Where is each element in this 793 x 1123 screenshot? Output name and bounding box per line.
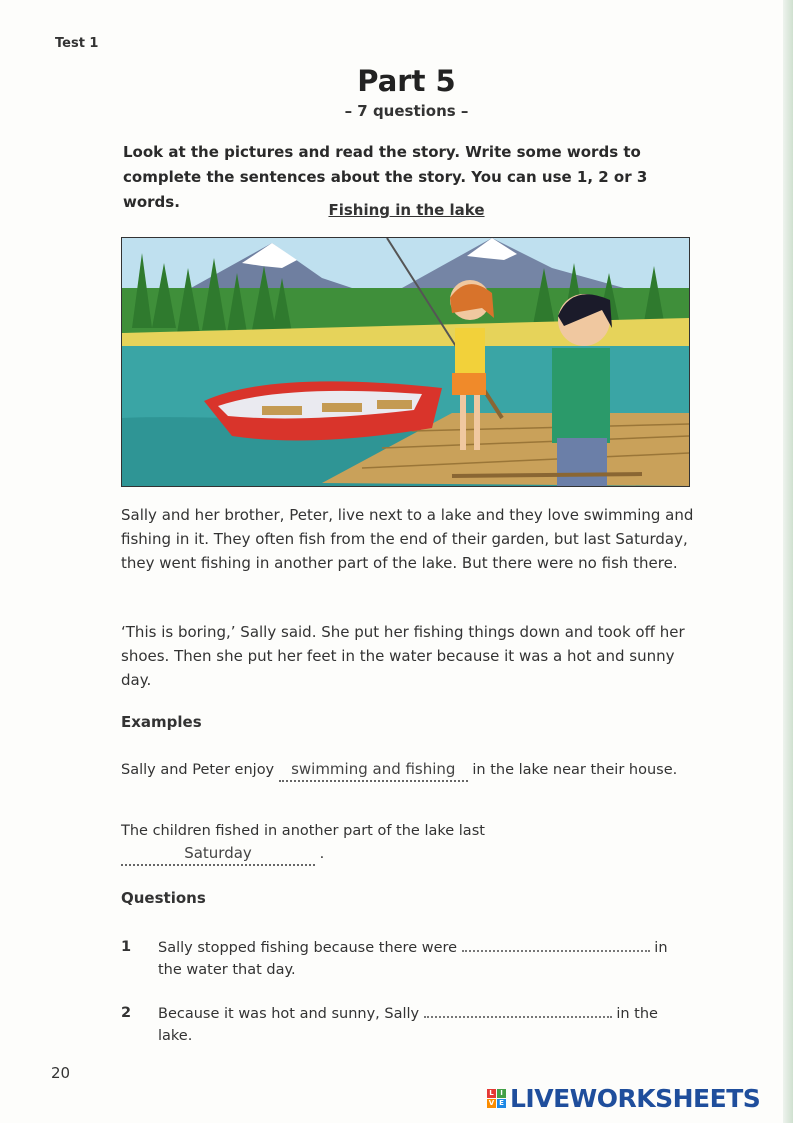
question-text-before: Sally stopped fishing because there were — [158, 940, 462, 956]
example-text-after: . — [315, 846, 325, 862]
examples-heading: Examples — [121, 713, 202, 731]
story-paragraph-1: Sally and her brother, Peter, live next to a lake and they love swimming and fishing in it. They often fish from the end of their garden, but last Saturday, they went fishing in another part of the lake. But there were no fish there. — [121, 506, 694, 572]
liveworksheets-logo-icon: L I V E — [487, 1089, 506, 1108]
part-title: Part 5 — [357, 64, 456, 98]
logo-text: LIVEWORKSHEETS — [510, 1083, 761, 1113]
questions-heading: Questions — [121, 889, 206, 907]
example-sentence — [121, 758, 681, 782]
example-answer: Saturday — [121, 842, 315, 866]
answer-blank-2[interactable] — [424, 1002, 612, 1018]
question-text-after: in the water that day. — [158, 940, 668, 978]
question-text — [158, 936, 683, 981]
instructions: Look at the pictures and read the story. Write some words to complete the sentences about the story. You can use 1, 2 or 3 words. — [123, 143, 648, 211]
story-paragraph-2: ‘This is boring,’ Sally said. She put her fishing things down and took off her shoes. Then she put her feet in the water because it was a hot and sunny day. — [121, 623, 685, 689]
example-text-before: Sally and Peter enjoy — [121, 762, 279, 778]
liveworksheets-logo — [487, 1081, 760, 1115]
story-illustration — [121, 237, 690, 487]
question-text-before: Because it was hot and sunny, Sally — [158, 1006, 424, 1022]
page-edge — [783, 0, 793, 1123]
answer-blank-1[interactable] — [462, 936, 650, 952]
test-label: Test 1 — [55, 36, 99, 51]
example-answer: swimming and fishing — [279, 758, 468, 782]
lake-scene-image — [122, 238, 689, 486]
example-text-before: The children fished in another part of the lake last — [121, 823, 485, 839]
question-text — [158, 1002, 683, 1047]
example-text-after: in the lake near their house. — [467, 762, 678, 778]
part-subtitle: – 7 questions – — [344, 102, 469, 120]
page-number: 20 — [51, 1064, 71, 1082]
question-text-after: in the lake. — [158, 1006, 658, 1044]
example-sentence — [121, 820, 681, 866]
question-number: 1 — [121, 939, 132, 955]
story-title: Fishing in the lake — [328, 201, 485, 219]
question-number: 2 — [121, 1005, 132, 1021]
